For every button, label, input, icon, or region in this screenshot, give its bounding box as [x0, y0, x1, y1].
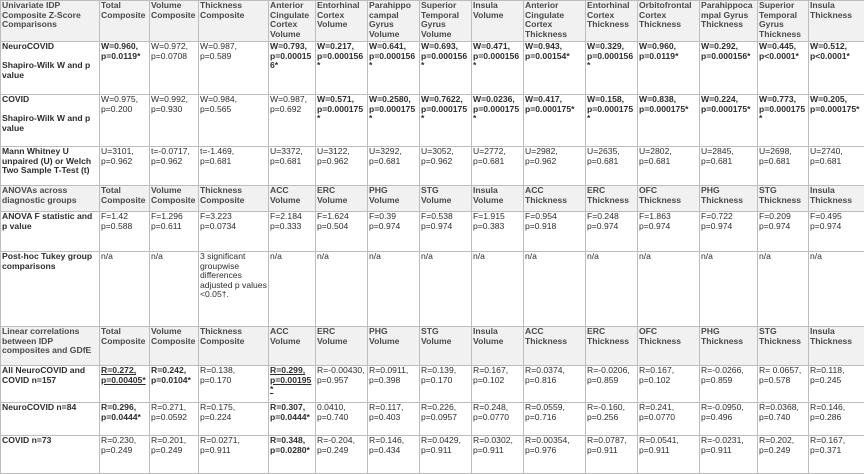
row-label: COVID Shapiro-Wilk W and p value [1, 95, 100, 147]
column-header: PHG Thickness [700, 327, 758, 366]
table-cell: t=-1.469, p=0.681 [199, 147, 269, 186]
table-cell: W=0.445, p<0.0001* [758, 42, 809, 95]
table-row [1, 403, 864, 436]
table-cell: R=0.138, p=0.170 [199, 366, 269, 403]
table-cell: R=0.226, p=0.0957 [420, 403, 472, 436]
table-cell: R=0.117, p=0.403 [368, 403, 420, 436]
table-cell: F=0.209 p=0.974 [758, 212, 809, 252]
table-cell: R=0.167, p=0.102 [472, 366, 524, 403]
table-cell: n/a [472, 252, 524, 327]
table-cell: R=-0.0206, p=0.859 [586, 366, 638, 403]
table-cell: R=0.0302, p=0.911 [472, 436, 524, 474]
row-label: Mann Whitney U unpaired (U) or Welch Two Sample T-Test (t) [1, 147, 100, 186]
column-header: PHG Volume [368, 327, 420, 366]
column-header: OFC Thickness [638, 327, 700, 366]
table-cell: n/a [809, 252, 864, 327]
table-cell: U=3372, p=0.681 [269, 147, 316, 186]
table-cell: U=2982, p=0.962 [524, 147, 586, 186]
row-label: NeuroCOVID Shapiro-Wilk W and p value [1, 42, 100, 95]
table-cell: W=0.471, p=0.000156* [472, 42, 524, 95]
column-header: Total Composite [100, 186, 150, 212]
table-cell: F=1.296 p=0.611 [150, 212, 199, 252]
table-cell: t=-0.0717, p=0.962 [150, 147, 199, 186]
table-cell: W=0.987, p=0.692 [269, 95, 316, 147]
column-header: Anterior Cingulate Cortex Volume [269, 1, 316, 42]
column-header: Entorhinal Cortex Volume [316, 1, 368, 42]
section-title: Linear correlations between IDP composites and GDfE [1, 327, 100, 366]
table-cell: U=2635, p=0.681 [586, 147, 638, 186]
table-cell: R=0.307, p=0.0444* [269, 403, 316, 436]
table-cell: U=2845, p=0.681 [700, 147, 758, 186]
column-header: Total Composite [100, 1, 150, 42]
table-cell: F=0.495 p=0.974 [809, 212, 864, 252]
column-header: ACC Thickness [524, 327, 586, 366]
table-cell: R=0.0787, p=0.911 [586, 436, 638, 474]
table-cell: W=0.512, p<0.0001* [809, 42, 864, 95]
table-cell: W=0.693, p=0.000156* [420, 42, 472, 95]
table-cell: n/a [758, 252, 809, 327]
table-cell: W=0.7622, p=0.000175* [420, 95, 472, 147]
table-cell: R=0.296, p=0.0444* [100, 403, 150, 436]
table-cell: W=0.987, p=0.589 [199, 42, 269, 95]
column-header: ACC Volume [269, 327, 316, 366]
column-header: Thickness Composite [199, 186, 269, 212]
column-header: Parahippoca mpal Gyrus Thickness [700, 1, 758, 42]
table-cell: R=0.146, p=0.286 [809, 403, 864, 436]
table-cell: R=-0.160, p=0.256 [586, 403, 638, 436]
table-cell: F=1.42 p=0.588 [100, 212, 150, 252]
column-header: ACC Thickness [524, 186, 586, 212]
column-header: PHG Thickness [700, 186, 758, 212]
table-cell: n/a [586, 252, 638, 327]
table-cell: n/a [420, 252, 472, 327]
table-cell: R=-0.0231, p=0.911 [700, 436, 758, 474]
table-cell: R=-0.0266, p=0.859 [700, 366, 758, 403]
column-header: Superior Temporal Gyrus Thickness [758, 1, 809, 42]
table-cell: U=3052, p=0.962 [420, 147, 472, 186]
table-cell: R=0.299, p=0.00195* [269, 366, 316, 403]
table-cell: R=0.118, p=0.245 [809, 366, 864, 403]
table-cell: R=0.201, p=0.249 [150, 436, 199, 474]
column-header: Insula Thickness [809, 186, 864, 212]
table-cell: U=2802, p=0.681 [638, 147, 700, 186]
column-header: Insula Volume [472, 327, 524, 366]
table-cell: W=0.960, p=0.0119* [638, 42, 700, 95]
column-header: ERC Thickness [586, 327, 638, 366]
column-header: Total Composite [100, 327, 150, 366]
table-cell: F=0.39 p=0.974 [368, 212, 420, 252]
column-header: STG Thickness [758, 186, 809, 212]
table-cell: W=0.417, p=0.000175* [524, 95, 586, 147]
section-title: Univariate IDP Composite Z-Score Comparisons [1, 1, 100, 42]
table-cell: F=1.624 p=0.504 [316, 212, 368, 252]
row-label: All NeuroCOVID and COVID n=157 [1, 366, 100, 403]
table-cell: F=0.722 p=0.974 [700, 212, 758, 252]
table-cell: R= 0.0657, p=0.578 [758, 366, 809, 403]
table-cell: U=2740, p=0.681 [809, 147, 864, 186]
table-row [1, 95, 864, 147]
table-cell: R=0.175, p=0.224 [199, 403, 269, 436]
table-cell: U=3292, p=0.681 [368, 147, 420, 186]
table-row [1, 366, 864, 403]
column-header: Volume Composite [150, 327, 199, 366]
row-label: Post-hoc Tukey group comparisons [1, 252, 100, 327]
table-cell: R=0.0429, p=0.911 [420, 436, 472, 474]
table-cell: n/a [100, 252, 150, 327]
column-header: Orbitofrontal Cortex Thickness [638, 1, 700, 42]
table-row [1, 436, 864, 474]
row-label: NeuroCOVID n=84 [1, 403, 100, 436]
table-cell: W=0.641, p=0.000156* [368, 42, 420, 95]
table-row [1, 147, 864, 186]
table-cell: W=0.0236, p=0.000175* [472, 95, 524, 147]
column-header: OFC Thickness [638, 186, 700, 212]
column-header: STG Volume [420, 186, 472, 212]
table-cell: R=0.00354, p=0.976 [524, 436, 586, 474]
table-cell: n/a [524, 252, 586, 327]
table-cell: U=2698, p=0.681 [758, 147, 809, 186]
table-cell: R=0.0541, p=0.911 [638, 436, 700, 474]
table-cell: U=3101, p=0.962 [100, 147, 150, 186]
table-cell: W=0.773, p=0.000175* [758, 95, 809, 147]
section-title: ANOVAs across diagnostic groups [1, 186, 100, 212]
table-cell: W=0.217, p=0.000156* [316, 42, 368, 95]
table-cell: R=0.248, p=0.0770 [472, 403, 524, 436]
table-cell: R=0.167, p=0.371 [809, 436, 864, 474]
column-header: ERC Volume [316, 186, 368, 212]
table-cell: R=-0.204, p=0.249 [316, 436, 368, 474]
table-cell: R=0.146, p=0.434 [368, 436, 420, 474]
table-cell: W=0.838, p=0.000175* [638, 95, 700, 147]
column-header: ACC Volume [269, 186, 316, 212]
table-cell: F=3.223 p=0.0734 [199, 212, 269, 252]
column-header: Thickness Composite [199, 327, 269, 366]
table-cell: F=0.954 p=0.918 [524, 212, 586, 252]
table-cell: F=2.184 p=0.333 [269, 212, 316, 252]
table-cell: 3 significant groupwise differences adjusted p values <0.05†. [199, 252, 269, 327]
column-header: ERC Volume [316, 327, 368, 366]
table-cell: W=0.2580, p=0.000175* [368, 95, 420, 147]
table-cell: F=1.915 p=0.383 [472, 212, 524, 252]
table-cell: R=0.0271, p=0.911 [199, 436, 269, 474]
table-cell: F=1.863 p=0.974 [638, 212, 700, 252]
table-cell: F=0.538 p=0.974 [420, 212, 472, 252]
table-cell: R=0.167, p=0.102 [638, 366, 700, 403]
table-cell: W=0.972, p=0.0708 [150, 42, 199, 95]
section-header-row [1, 327, 864, 366]
column-header: PHG Volume [368, 186, 420, 212]
column-header: Thickness Composite [199, 1, 269, 42]
table-cell: W=0.205, p=0.000175* [809, 95, 864, 147]
table-cell: R=0.271, p=0.0592 [150, 403, 199, 436]
table-cell: 0.0410, p=0.740 [316, 403, 368, 436]
table-cell: n/a [316, 252, 368, 327]
table-cell: R=0.0368, p=0.740 [758, 403, 809, 436]
table-row [1, 212, 864, 252]
table-cell: W=0.158, p=0.000175* [586, 95, 638, 147]
table-cell: n/a [368, 252, 420, 327]
table-cell: U=2772, p=0.681 [472, 147, 524, 186]
table-cell: R=0.202, p=0.249 [758, 436, 809, 474]
column-header: Insula Thickness [809, 327, 864, 366]
table-cell: W=0.793, p=0.000156* [269, 42, 316, 95]
column-header: STG Thickness [758, 327, 809, 366]
table-cell: R=0.139, p=0.170 [420, 366, 472, 403]
table-cell: R=-0.0950, p=0.496 [700, 403, 758, 436]
column-header: Volume Composite [150, 186, 199, 212]
table-cell: U=3122, p=0.962 [316, 147, 368, 186]
table-cell: W=0.975, p=0.200 [100, 95, 150, 147]
table-cell: W=0.571, p=0.000175* [316, 95, 368, 147]
table-cell: R=0.241, p=0.0770 [638, 403, 700, 436]
table-cell: W=0.329, p=0.000156* [586, 42, 638, 95]
table-cell: R=0.0374, p=0.816 [524, 366, 586, 403]
column-header: ERC Thickness [586, 186, 638, 212]
table-cell: W=0.943, p=0.00154* [524, 42, 586, 95]
column-header: Insula Thickness [809, 1, 864, 42]
section-header-row [1, 186, 864, 212]
table-cell: W=0.984, p=0.565 [199, 95, 269, 147]
section-header-row [1, 1, 864, 42]
column-header: Entorhinal Cortex Thickness [586, 1, 638, 42]
column-header: Volume Composite [150, 1, 199, 42]
table-cell: R=0.230, p=0.249 [100, 436, 150, 474]
table-cell: n/a [269, 252, 316, 327]
table-cell: R=0.348, p=0.0280* [269, 436, 316, 474]
column-header: Anterior Cingulate Cortex Thickness [524, 1, 586, 42]
column-header: Parahippo campal Gyrus Volume [368, 1, 420, 42]
table-row [1, 42, 864, 95]
table-cell: n/a [150, 252, 199, 327]
column-header: STG Volume [420, 327, 472, 366]
table-cell: W=0.224, p=0.000175* [700, 95, 758, 147]
table-cell: R=0.242, p=0.0104* [150, 366, 199, 403]
column-header: Superior Temporal Gyrus Volume [420, 1, 472, 42]
table-cell: F=0.248 p=0.974 [586, 212, 638, 252]
table-cell: n/a [700, 252, 758, 327]
table-cell: W=0.292, p=0.000156* [700, 42, 758, 95]
table-cell: R=0.0911, p=0.398 [368, 366, 420, 403]
row-label: ANOVA F statistic and p value [1, 212, 100, 252]
table-cell: W=0.992, p=0.930 [150, 95, 199, 147]
column-header: Insula Volume [472, 1, 524, 42]
table-row [1, 252, 864, 327]
table-cell: R=0.272, p=0.00405* [100, 366, 150, 403]
table-cell: W=0.960, p=0.0119* [100, 42, 150, 95]
column-header: Insula Volume [472, 186, 524, 212]
table-cell: n/a [638, 252, 700, 327]
table-cell: R=-0.00430, p=0.957 [316, 366, 368, 403]
row-label: COVID n=73 [1, 436, 100, 474]
table-cell: R=0.0559, p=0.716 [524, 403, 586, 436]
